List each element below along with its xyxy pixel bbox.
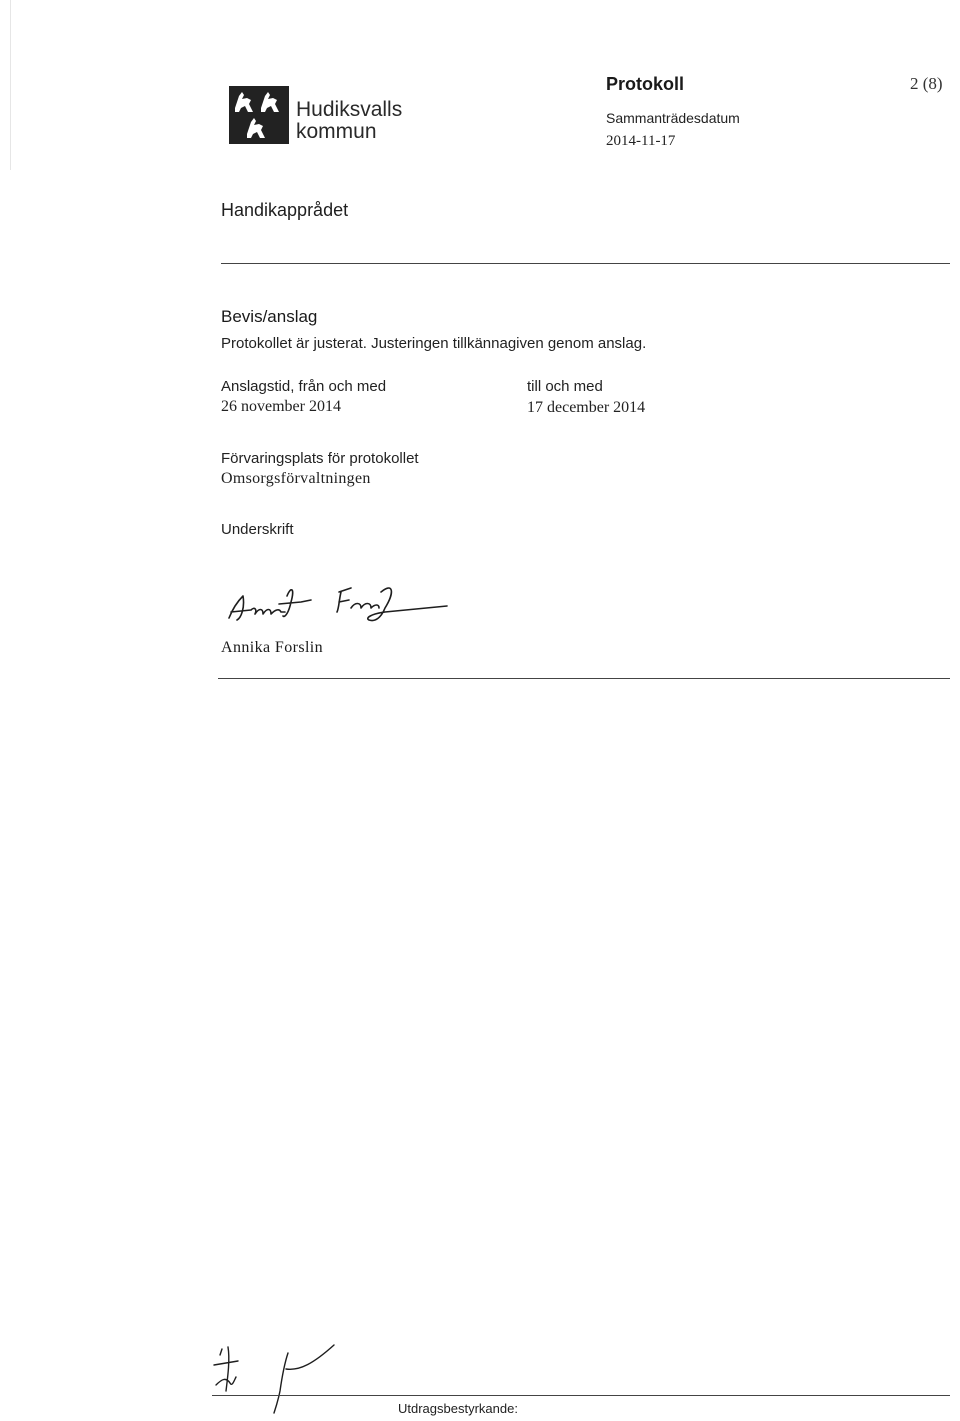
storage-label: Förvaringsplats för protokollet bbox=[221, 450, 419, 467]
logo-name-line1: Hudiksvalls bbox=[296, 98, 403, 121]
certificate-text: Protokollet är justerat. Justeringen tillkännagiven genom anslag. bbox=[221, 335, 647, 352]
goat-emblem-icon bbox=[229, 86, 289, 144]
posting-from-date: 26 november 2014 bbox=[221, 398, 341, 415]
signer-name: Annika Forslin bbox=[221, 639, 324, 656]
certificate-title: Bevis/anslag bbox=[221, 307, 318, 326]
signature-divider bbox=[218, 678, 950, 679]
certification-label: Utdragsbestyrkande: bbox=[398, 1401, 518, 1416]
posting-to-label: till och med bbox=[527, 378, 603, 395]
posting-from-label: Anslagstid, från och med bbox=[221, 378, 387, 395]
handwritten-signature bbox=[225, 578, 465, 630]
handwritten-initials bbox=[204, 1335, 344, 1415]
storage-value: Omsorgsförvaltningen bbox=[221, 470, 371, 487]
organization-name: Handikapprådet bbox=[221, 200, 349, 220]
document-title: Protokoll bbox=[606, 74, 685, 94]
posting-to-date: 17 december 2014 bbox=[527, 399, 646, 416]
signature-label: Underskrift bbox=[221, 521, 294, 538]
meeting-date: 2014-11-17 bbox=[606, 133, 676, 149]
page-number: 2 (8) bbox=[910, 74, 943, 93]
municipality-logo-text bbox=[296, 99, 402, 143]
scan-edge bbox=[10, 0, 11, 170]
footer-divider bbox=[212, 1395, 950, 1396]
meeting-date-label: Sammanträdesdatum bbox=[606, 110, 740, 126]
header-divider bbox=[221, 263, 950, 264]
logo-name-line2: kommun bbox=[296, 120, 377, 143]
